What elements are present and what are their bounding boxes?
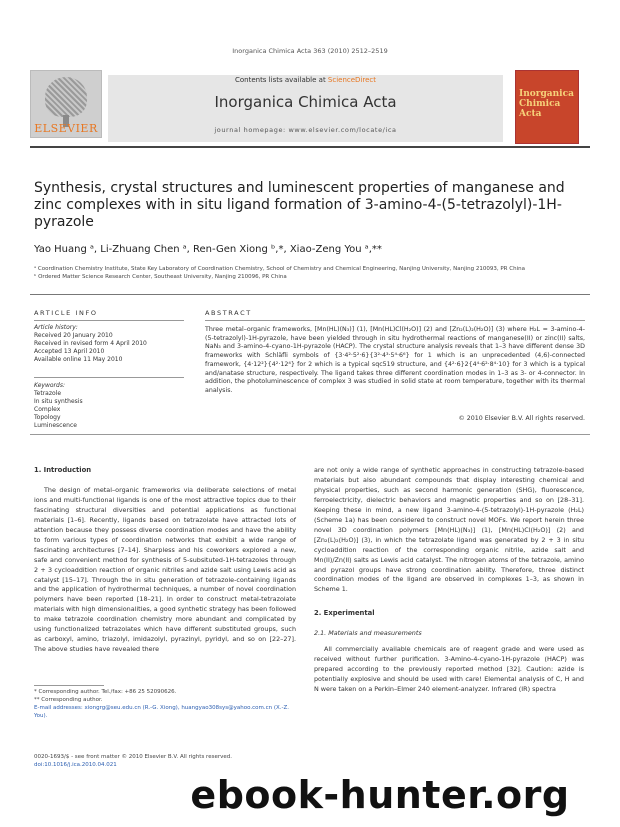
elsevier-logo	[30, 70, 102, 138]
history-accepted: Accepted 13 April 2010	[34, 348, 105, 355]
copyright: © 2010 Elsevier B.V. All rights reserved.	[458, 415, 585, 422]
history-label: Article history:	[34, 324, 78, 331]
keywords	[34, 382, 184, 430]
materials-heading: 2.1. Materials and measurements	[314, 629, 422, 638]
sciencedirect-link[interactable]: ScienceDirect	[327, 76, 377, 84]
header-rule	[30, 146, 590, 148]
journal-cover	[515, 70, 579, 144]
keywords-label: Keywords:	[34, 382, 65, 389]
cover-title: Inorganica Chimica Acta	[519, 89, 574, 119]
intro-paragraph: The design of metal–organic frameworks via deliberate selections of metal ions and multi-functional ligands is one of the most attractive topics due to their fascinating structural diversities and potential applications as functional materials [1–6]. Recently, ligands based on tetrazolate have attracted lots of attention because they possess diverse coordination modes and have the ability to form various types of coordination networks that exhibit a wide range of fascinating architectures [7–14]. Sharpless and his coworkers explored a new, safe and convenient method for synthesis of 5-subsituted-1H-tetrazoles through 2 + 3 cycloaddition reaction of organic nitriles and azide salt using Lewis acid as catalyst [15–17]. Through the in situ generation of tetrazole-containing ligands and the application of hydrothermal techniques, a number of novel coordination polymers have been reported [18–21]. In order to construct metal-tetrazolate materials with high dimensionalities, a good synthetic strategy has been followed to make tetrazole coordination chemistry more abundant and complicated by using functionalized tetrazolates which have different substituted groups, such as carboxyl, amino, triazolyl, imidazolyl, pyrazinyl, pyridyl, and so on [22–27]. The above studies have revealed there	[34, 485, 297, 654]
issn-line: 0020-1693/$ - see front matter © 2010 Elsevier B.V. All rights reserved.	[34, 754, 232, 760]
keyword: In situ synthesis	[34, 398, 83, 405]
article-history	[34, 324, 184, 364]
article-info-rule	[34, 320, 184, 321]
affiliation-a: ᵃ Coordination Chemistry Institute, State Key Laboratory of Coordination Chemistry, School of Chemistry and Chemical Engineering, Nanjing University, Nanjing 210093, PR China	[34, 266, 525, 272]
contents-line	[108, 76, 503, 84]
right-column	[314, 466, 584, 695]
article-title: Synthesis, crystal structures and luminescent properties of manganese and zinc complexes with in situ ligand formation of 3-amino-4-(5-tetrazolyl)-1H-pyrazole	[34, 180, 565, 230]
footnote-corresponding-2: ** Corresponding author.	[34, 697, 103, 703]
journal-homepage-link[interactable]: journal homepage: www.elsevier.com/locate/ica	[214, 126, 397, 134]
intro-continued: are not only a wide range of synthetic approaches in constructing tetrazole-based materials but also abundant compounds that display interesting chemical and physical properties, such as second harmonic generation (SHG), fluorescence, ferroelectricity, dielectric behaviors and magnetic properties and so on [28–31]. Keeping these in mind, a new ligand 3-amino-4-(5-tetrazolyl)-1H-pyrazole (H₂L) (Scheme 1a) has been considered to construct novel MOFs. We report herein three novel 3D coordination polymers [Mn(HL)(N₃)] (1), [Mn(HL)Cl(H₂O)] (2) and [Zn₂(L)₂(H₂O)] (3), in which the tetrazolate ligand was generated by 2 + 3 in situ cycloaddition reaction of the corresponding organic nitrile, azide salt and Mn(II)/Zn(II) salts as Lewis acid catalyst. The nitrogen atoms of the tetrazole, amino and pyrazol groups have strong coordination ability. Therefore, three distinct coordination modes of the ligand are observed in complexes 1–3, as shown in Scheme 1.	[314, 466, 584, 594]
materials-paragraph: All commercially available chemicals are of reagent grade and were used as received without further purification. 3-Amino-4-cyano-1H-pyrazole (HACP) was prepared according to the previously reported method [32]. Caution: azide is potentially explosive and should be used with care! Elemental analysis of C, H and N were taken on a Perkin–Elmer 240 element-analyzer. Infrared (IR) spectra	[314, 645, 584, 694]
keyword: Complex	[34, 406, 61, 413]
footnote-corresponding-1: * Corresponding author. Tel./fax: +86 25 52090626.	[34, 689, 177, 695]
footnotes	[34, 688, 294, 720]
affiliation-b: ᵇ Ordered Matter Science Research Center, Southeast University, Nanjing 210096, PR China	[34, 274, 287, 280]
abstract-heading: ABSTRACT	[205, 309, 252, 317]
body-rule	[30, 434, 590, 435]
journal-name: Inorganica Chimica Acta	[214, 93, 397, 111]
tree-icon	[45, 77, 87, 117]
issn-block	[34, 753, 294, 769]
footnote-rule	[34, 685, 104, 686]
watermark: ebook-hunter.org	[190, 773, 570, 817]
running-header: Inorganica Chimica Acta 363 (2010) 2512–2519	[232, 47, 388, 55]
intro-heading: 1. Introduction	[34, 466, 92, 474]
left-column	[34, 466, 296, 655]
article-info-heading: ARTICLE INFO	[34, 309, 98, 317]
section-rule	[30, 294, 590, 295]
history-online: Available online 11 May 2010	[34, 356, 123, 363]
keyword: Luminescence	[34, 422, 77, 429]
contents-prefix: Contents lists available at	[234, 76, 328, 84]
history-received: Received 20 January 2010	[34, 332, 113, 339]
history-revised: Received in revised form 4 April 2010	[34, 340, 147, 347]
doi-link[interactable]: doi:10.1016/j.ica.2010.04.021	[34, 762, 117, 768]
footnote-emails[interactable]: E-mail addresses: xiongrg@seu.edu.cn (R.-G. Xiong), huangyao308sys@yahoo.com.cn (X.-Z. You).	[34, 705, 290, 719]
keywords-rule	[34, 377, 184, 378]
keyword: Topology	[34, 414, 61, 421]
abstract-rule	[205, 320, 585, 321]
experimental-heading: 2. Experimental	[314, 609, 375, 618]
author-list: Yao Huang ᵃ, Li-Zhuang Chen ᵃ, Ren-Gen Xiong ᵇ,*, Xiao-Zeng You ᵃ,**	[34, 244, 382, 255]
keyword: Tetrazole	[34, 390, 62, 397]
abstract-text: Three metal–organic frameworks, [Mn(HL)(N₃)] (1), [Mn(HL)Cl(H₂O)] (2) and [Zn₂(L)₂(H₂O)] (3) where H₂L = 3-amino-4-(5-tetrazolyl)-1H-pyrazole, have been yielded through in situ hydrothermal reactions of manganese(II) or zinc(II) salts, NaN₃ and 3-amino-4-cyano-1H-pyrazole (HACP). The crystal structure analysis reveals that 1–3 have different dense 3D frameworks with Schläfli symbols of {3·4²·5²·6}{3²·4³·5⁴·6⁶} for 1 which is an unprecedented (4,6)-connected framework, {4·12²}{4²·12⁴} for 2 which is a typical sqc519 structure, and {4²·6}2{4⁴·6²·8⁴·10} for 3 which is a typical and/anatase structure, respectively. The ligand takes three different coordination modes in 1–3 as 3- or 4-connector. In addition, the photoluminescence of complex 3 was studied in solid state at room temperature, together with its thermal analysis.	[205, 326, 585, 394]
elsevier-wordmark: ELSEVIER	[34, 122, 98, 135]
